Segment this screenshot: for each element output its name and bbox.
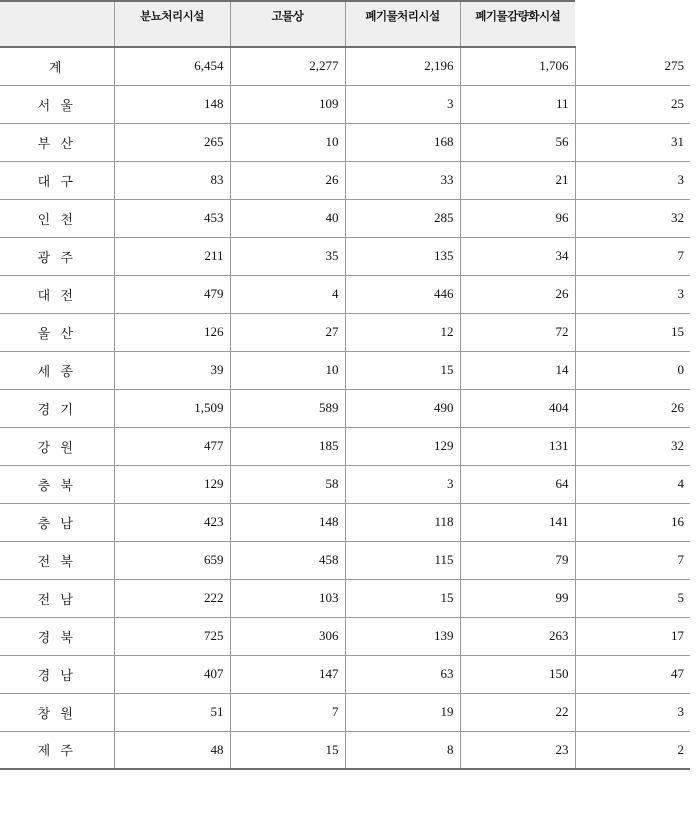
region-cell: 대 전 <box>0 275 114 313</box>
corner-header <box>0 1 114 47</box>
value-cell: 2,196 <box>345 47 460 85</box>
value-cell: 21 <box>460 161 575 199</box>
value-cell: 31 <box>575 123 690 161</box>
region-cell: 제 주 <box>0 731 114 769</box>
value-cell: 32 <box>575 199 690 237</box>
value-cell: 33 <box>345 161 460 199</box>
value-cell: 39 <box>114 351 230 389</box>
value-cell: 26 <box>230 161 345 199</box>
value-cell: 11 <box>460 85 575 123</box>
value-cell: 79 <box>460 541 575 579</box>
table-row <box>0 579 690 617</box>
value-cell: 453 <box>114 199 230 237</box>
value-cell: 14 <box>460 351 575 389</box>
table-row <box>0 617 690 655</box>
table-row <box>0 693 690 731</box>
value-cell: 4 <box>230 275 345 313</box>
value-cell: 423 <box>114 503 230 541</box>
value-cell: 1,706 <box>460 47 575 85</box>
table-row <box>0 465 690 503</box>
value-cell: 306 <box>230 617 345 655</box>
value-cell: 22 <box>460 693 575 731</box>
value-cell: 3 <box>345 465 460 503</box>
region-cell: 서 울 <box>0 85 114 123</box>
table-body <box>0 47 690 769</box>
region-cell: 전 북 <box>0 541 114 579</box>
table-row <box>0 351 690 389</box>
table-row <box>0 85 690 123</box>
value-cell: 48 <box>114 731 230 769</box>
value-cell: 126 <box>114 313 230 351</box>
value-cell: 4 <box>575 465 690 503</box>
value-cell: 27 <box>230 313 345 351</box>
value-cell: 148 <box>114 85 230 123</box>
region-cell: 창 원 <box>0 693 114 731</box>
table-row <box>0 427 690 465</box>
value-cell: 40 <box>230 199 345 237</box>
region-cell: 경 남 <box>0 655 114 693</box>
table-row <box>0 541 690 579</box>
region-cell: 강 원 <box>0 427 114 465</box>
value-cell: 7 <box>230 693 345 731</box>
value-cell: 3 <box>575 693 690 731</box>
table-row <box>0 47 690 85</box>
table-row <box>0 199 690 237</box>
value-cell: 222 <box>114 579 230 617</box>
value-cell: 63 <box>345 655 460 693</box>
value-cell: 15 <box>345 579 460 617</box>
header-scrap-dealer: 고물상 <box>230 1 345 47</box>
value-cell: 490 <box>345 389 460 427</box>
table-row <box>0 313 690 351</box>
table-row <box>0 237 690 275</box>
value-cell: 56 <box>460 123 575 161</box>
value-cell: 148 <box>230 503 345 541</box>
value-cell: 150 <box>460 655 575 693</box>
table-row <box>0 123 690 161</box>
value-cell: 51 <box>114 693 230 731</box>
value-cell: 12 <box>345 313 460 351</box>
value-cell: 10 <box>230 123 345 161</box>
value-cell: 6,454 <box>114 47 230 85</box>
value-cell: 10 <box>230 351 345 389</box>
value-cell: 26 <box>575 389 690 427</box>
value-cell: 3 <box>575 275 690 313</box>
value-cell: 404 <box>460 389 575 427</box>
value-cell: 2 <box>575 731 690 769</box>
value-cell: 147 <box>230 655 345 693</box>
value-cell: 109 <box>230 85 345 123</box>
table-row <box>0 275 690 313</box>
value-cell: 19 <box>345 693 460 731</box>
value-cell: 26 <box>460 275 575 313</box>
value-cell: 15 <box>230 731 345 769</box>
value-cell: 725 <box>114 617 230 655</box>
value-cell: 35 <box>230 237 345 275</box>
value-cell: 16 <box>575 503 690 541</box>
region-cell: 충 북 <box>0 465 114 503</box>
value-cell: 15 <box>345 351 460 389</box>
region-cell: 대 구 <box>0 161 114 199</box>
value-cell: 263 <box>460 617 575 655</box>
value-cell: 25 <box>575 85 690 123</box>
value-cell: 7 <box>575 237 690 275</box>
value-cell: 139 <box>345 617 460 655</box>
value-cell: 7 <box>575 541 690 579</box>
value-cell: 129 <box>114 465 230 503</box>
region-cell: 계 <box>0 47 114 85</box>
table-row <box>0 161 690 199</box>
value-cell: 115 <box>345 541 460 579</box>
value-cell: 141 <box>460 503 575 541</box>
region-cell: 경 북 <box>0 617 114 655</box>
value-cell: 589 <box>230 389 345 427</box>
value-cell: 0 <box>575 351 690 389</box>
value-cell: 64 <box>460 465 575 503</box>
value-cell: 23 <box>460 731 575 769</box>
value-cell: 83 <box>114 161 230 199</box>
region-cell: 세 종 <box>0 351 114 389</box>
value-cell: 479 <box>114 275 230 313</box>
region-cell: 광 주 <box>0 237 114 275</box>
value-cell: 118 <box>345 503 460 541</box>
region-cell: 울 산 <box>0 313 114 351</box>
region-cell: 전 남 <box>0 579 114 617</box>
region-cell: 부 산 <box>0 123 114 161</box>
value-cell: 103 <box>230 579 345 617</box>
value-cell: 211 <box>114 237 230 275</box>
table-row <box>0 503 690 541</box>
value-cell: 2,277 <box>230 47 345 85</box>
value-cell: 285 <box>345 199 460 237</box>
value-cell: 275 <box>575 47 690 85</box>
value-cell: 446 <box>345 275 460 313</box>
value-cell: 5 <box>575 579 690 617</box>
header-waste-facility: 폐기물처리시설 <box>345 1 460 47</box>
value-cell: 135 <box>345 237 460 275</box>
value-cell: 1,509 <box>114 389 230 427</box>
table-row <box>0 655 690 693</box>
value-cell: 47 <box>575 655 690 693</box>
value-cell: 168 <box>345 123 460 161</box>
value-cell: 659 <box>114 541 230 579</box>
region-cell: 인 천 <box>0 199 114 237</box>
value-cell: 8 <box>345 731 460 769</box>
value-cell: 17 <box>575 617 690 655</box>
value-cell: 96 <box>460 199 575 237</box>
value-cell: 3 <box>575 161 690 199</box>
region-cell: 충 남 <box>0 503 114 541</box>
header-manure-facility: 분뇨처리시설 <box>114 1 230 47</box>
value-cell: 458 <box>230 541 345 579</box>
value-cell: 15 <box>575 313 690 351</box>
table-row <box>0 731 690 769</box>
value-cell: 3 <box>345 85 460 123</box>
region-cell: 경 기 <box>0 389 114 427</box>
header-row <box>0 1 690 47</box>
value-cell: 99 <box>460 579 575 617</box>
value-cell: 58 <box>230 465 345 503</box>
value-cell: 72 <box>460 313 575 351</box>
value-cell: 185 <box>230 427 345 465</box>
value-cell: 131 <box>460 427 575 465</box>
value-cell: 265 <box>114 123 230 161</box>
value-cell: 129 <box>345 427 460 465</box>
header-waste-reduction-facility: 폐기물감량화시설 <box>460 1 575 47</box>
value-cell: 477 <box>114 427 230 465</box>
value-cell: 407 <box>114 655 230 693</box>
table-row <box>0 389 690 427</box>
value-cell: 34 <box>460 237 575 275</box>
value-cell: 32 <box>575 427 690 465</box>
